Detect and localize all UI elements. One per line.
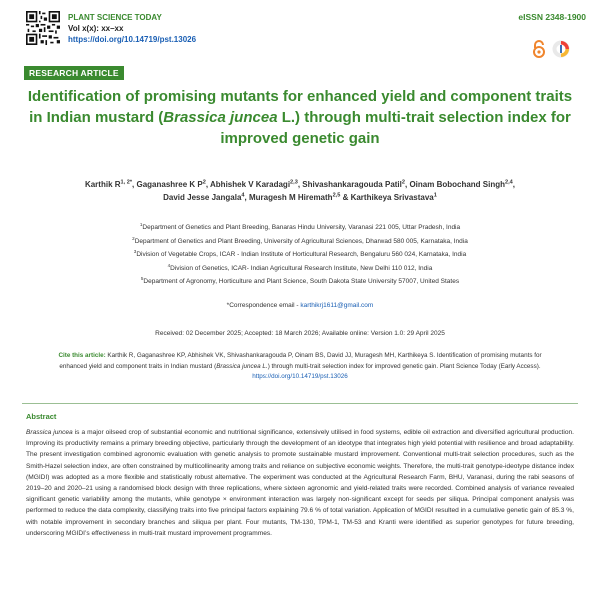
article-title <box>20 86 580 149</box>
affiliation-text: Division of Genetics, ICAR- Indian Agricultural Research Institute, New Delhi 110 012, India <box>170 264 433 272</box>
author <box>351 193 437 202</box>
author <box>409 180 512 189</box>
abstract-text: is a major oilseed crop of substantial economic and nutritional significance, extensively utilised in food systems, edible oil extraction and diversified agricultural production. Improving its productivity remains a primary breeding objective, particularly through the development of an ideotype that integrates high yield potential with resilience and broad adaptability. The present investigation combined agronomic evaluation with genetic analysis to promote sustainable mustard improvement. Conventional multi-trait selection procedures, such as the Smith-Hazel selection index, are often constrained by multicollinearity among traits and reliance on subjective economic weights. Therefore, the multi-trait genotype-ideotype distance index (MGIDI) was adopted as a more flexible and statistically robust alternative. The experiment was conducted at the Agricultural Research Farm, BHU, Varanasi, during the rabi seasons of 2019–20 and 2020–21 using a randomised block design with three replications, where sixteen agronomic and yield-related traits were recorded. Combined analysis of variance revealed significant genetic variability among the mutants, while genotype × environment interaction was largely non-significant except for seeds per siliqua. Principal component analysis was performed to reduce the data complexity, classifying traits into five principal factors explaining 79.6 % of total variation. Application of MGIDI resulted in a cumulative genetic gain of 85.3 %, with notable improvement in secondary branches and siliqua per plant. Four mutants, TM-130, TPM-1, TM-53 and Kranti were identified as superior genotypes for future breeding, underscoring MGIDI’s effectiveness in multi-trait mustard improvement programmes. <box>26 429 574 537</box>
affiliation-marker: 3 <box>133 248 137 254</box>
journal-doi-link[interactable]: https://doi.org/10.14719/pst.13026 <box>68 35 197 44</box>
author-affiliation-marker: 2,4 <box>505 179 513 186</box>
affiliation <box>28 235 572 249</box>
author-affiliation-marker: 2,3 <box>290 179 298 186</box>
affiliation-marker: 1 <box>139 221 143 227</box>
author-name: Abhishek V Karadagi <box>210 180 291 189</box>
author-name: Shivashankaragouda Patil <box>302 180 402 189</box>
eissn: eISSN 2348-1900 <box>518 12 586 22</box>
citation-text: Karthik R, Gaganashree KP, Abhishek VK, Shivashankaragouda P, Oinam BS, David JJ, Muragesh MH, Karthikeya S. Identification of promising mutants for enhanced yield and component traits in Indian mustard ( <box>59 352 542 370</box>
citation-text: ) through multi-trait selection index for improved genetic gain. Plant Science Today (Early Access). <box>267 362 541 370</box>
author-name: Karthikeya Srivastava <box>350 193 434 202</box>
journal-volume: Vol x(x): xx–xx <box>68 24 124 33</box>
title-species: Brassica juncea <box>163 109 278 126</box>
affiliation-text: Department of Agronomy, Horticulture and Plant Science, South Dakota State University 57007, United States <box>143 278 460 285</box>
crossmark-icon[interactable] <box>552 40 570 58</box>
open-access-icon[interactable] <box>532 40 546 58</box>
article-type-ribbon: RESEARCH ARTICLE <box>24 66 124 80</box>
author <box>136 180 205 189</box>
affiliation <box>28 262 572 276</box>
author-affiliation-marker: 2,5 <box>332 192 341 199</box>
qr-code-icon <box>26 11 60 45</box>
abstract-heading: Abstract <box>26 412 57 421</box>
title-part: Identification of promising mutants for enhanced yield and component traits in Indian mustard ( <box>27 88 573 126</box>
author-affiliation-marker: 1 <box>433 192 437 199</box>
affiliation <box>28 221 572 235</box>
affiliation-marker: 2 <box>132 235 135 241</box>
author-name: Oinam Bobochand Singh <box>409 180 506 189</box>
correspondence-email-link[interactable]: karthikrj1611@gmail.com <box>300 302 374 309</box>
section-divider <box>22 403 578 404</box>
author-affiliation-marker: 2 <box>202 179 206 186</box>
author-name: Karthik R <box>84 180 121 189</box>
author <box>85 180 132 189</box>
journal-header <box>68 12 196 45</box>
correspondence-label: *Correspondence email - <box>226 302 301 309</box>
citation-doi-link[interactable]: https://doi.org/10.14719/pst.13026 <box>252 373 348 380</box>
author <box>210 180 298 189</box>
affiliation-marker: 5 <box>140 275 144 281</box>
affiliation <box>28 248 572 262</box>
author-affiliation-marker: 2 <box>401 179 405 186</box>
author <box>163 193 244 202</box>
citation-species: Brassica juncea L. <box>216 362 268 370</box>
affiliation <box>28 275 572 289</box>
abstract-species: Brassica juncea <box>26 429 73 436</box>
affiliation-text: Department of Genetics and Plant Breeding, University of Agricultural Sciences, Dharwad 580 005, Karnataka, India <box>134 237 468 245</box>
affiliation-marker: 4 <box>167 262 171 268</box>
citation-block <box>46 351 554 383</box>
author <box>249 193 340 202</box>
affiliation-list <box>28 221 572 289</box>
author-affiliation-marker: 1, 2* <box>120 179 133 186</box>
author-list: Karthik $R^{1, 2*}$, Gaganashree K $P^2$, Abhishek V Karadagi$^{2,3}$, Shivashankaragouda Patil$^2$, Oinam Bobochand Singh$^{2,4}$, David Jesse Jangala$^4$, Muragesh M Hiremath$^{2,5}$ & Karthikeya Srivastava$^1$ <box>84 179 516 202</box>
author-name: David Jesse Jangala <box>163 193 242 202</box>
journal-name: PLANT SCIENCE TODAY <box>68 13 162 22</box>
citation-label: Cite this article: <box>58 352 106 359</box>
abstract-body <box>26 427 574 539</box>
author-name: Muragesh M Hiremath <box>248 193 333 202</box>
affiliation-text: Department of Genetics and Plant Breeding, Banaras Hindu University, Varanasi 221 005, Uttar Pradesh, India <box>142 224 461 231</box>
article-dates: Received: 02 December 2025; Accepted: 18 March 2026; Available online: Version 1.0: 29 April 2025 <box>155 330 445 337</box>
affiliation-text: Division of Vegetable Crops, ICAR - Indian Institute of Horticultural Research, Bengaluru 560 024, Karnataka, India <box>136 251 467 258</box>
title-part: L.) through multi-trait selection index for improved genetic gain <box>220 109 571 147</box>
author-name: Gaganashree K P <box>136 180 203 189</box>
author-affiliation-marker: 4 <box>241 192 245 199</box>
correspondence <box>28 302 572 309</box>
author <box>302 180 405 189</box>
